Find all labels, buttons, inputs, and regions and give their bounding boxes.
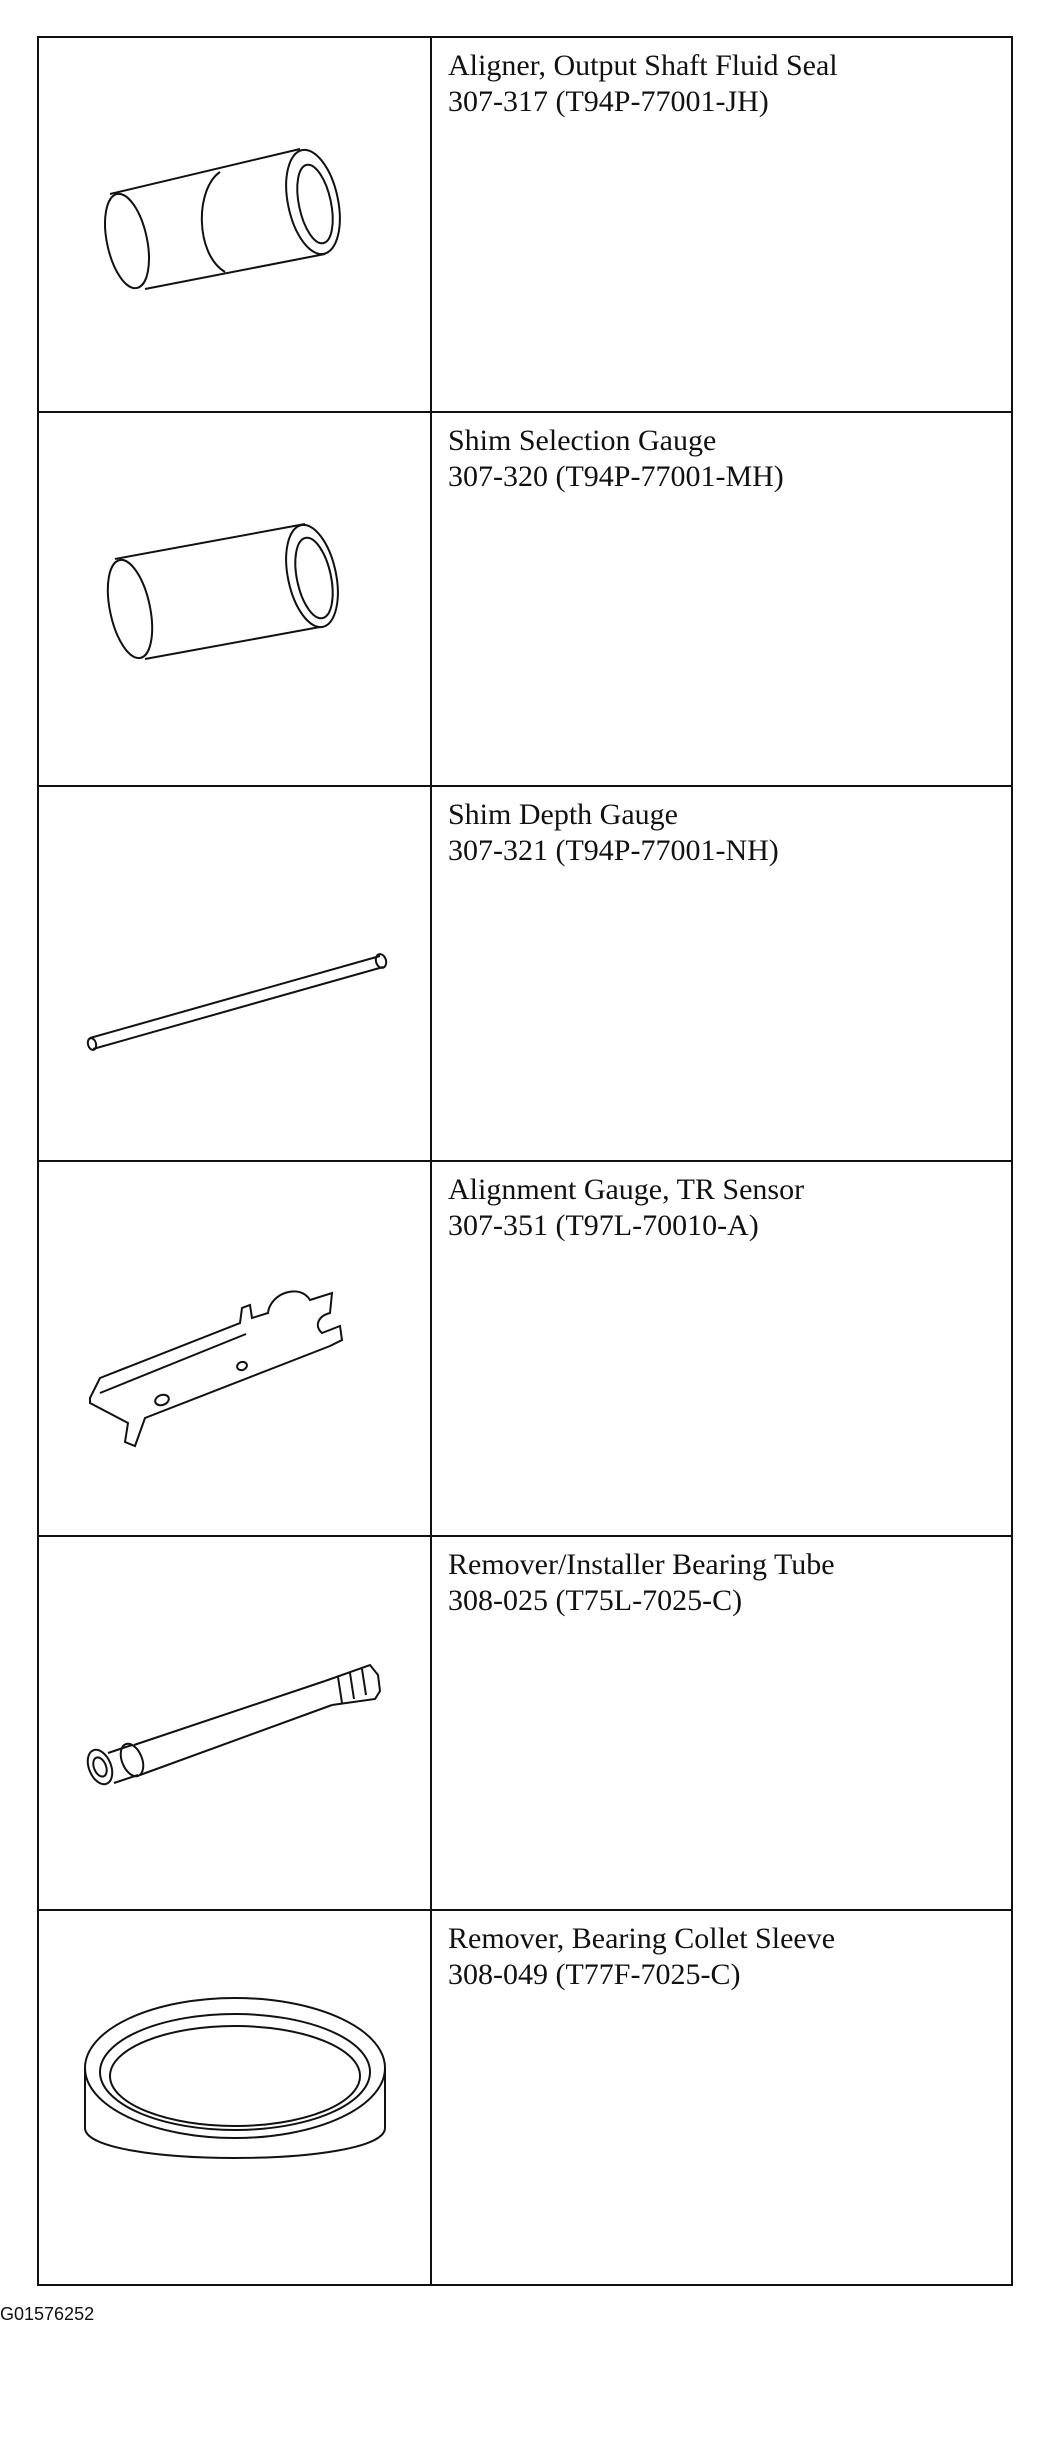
tool-name: Remover/Installer Bearing Tube — [448, 1547, 835, 1581]
tool-name: Alignment Gauge, TR Sensor — [448, 1173, 805, 1207]
tool-code: 308-049 (T77F-7025-C) — [448, 1958, 741, 1992]
shim-depth-gauge-icon — [70, 844, 400, 1104]
tool-row — [39, 1537, 1011, 1912]
figure-id: G01576252 — [0, 2304, 95, 2324]
tool-row — [39, 1162, 1011, 1537]
tool-name: Remover, Bearing Collet Sleeve — [448, 1922, 836, 1956]
tool-code: 307-317 (T94P-77001-JH) — [448, 85, 769, 118]
tool-code: 308-025 (T75L-7025-C) — [448, 1583, 743, 1617]
tool-row — [39, 38, 1011, 413]
tool-code: 307-321 (T94P-77001-NH) — [448, 834, 779, 868]
special-tools-table — [37, 36, 1013, 2286]
tool-row — [39, 413, 1011, 788]
tool-code: 307-351 (T97L-70010-A) — [448, 1209, 759, 1243]
tool-code: 307-320 (T94P-77001-MH) — [448, 459, 784, 493]
tool-row — [39, 1911, 1011, 2284]
tool-name: Aligner, Output Shaft Fluid Seal — [448, 49, 838, 82]
tr-sensor-gauge-icon — [70, 1218, 400, 1478]
tool-row — [39, 787, 1011, 1162]
collet-sleeve-icon — [70, 1968, 400, 2228]
bearing-tube-icon — [70, 1593, 400, 1853]
tool-name: Shim Selection Gauge — [448, 423, 717, 457]
tool-name: Shim Depth Gauge — [448, 798, 678, 832]
shim-selection-gauge-icon — [70, 469, 400, 729]
seal-aligner-icon — [70, 94, 400, 354]
